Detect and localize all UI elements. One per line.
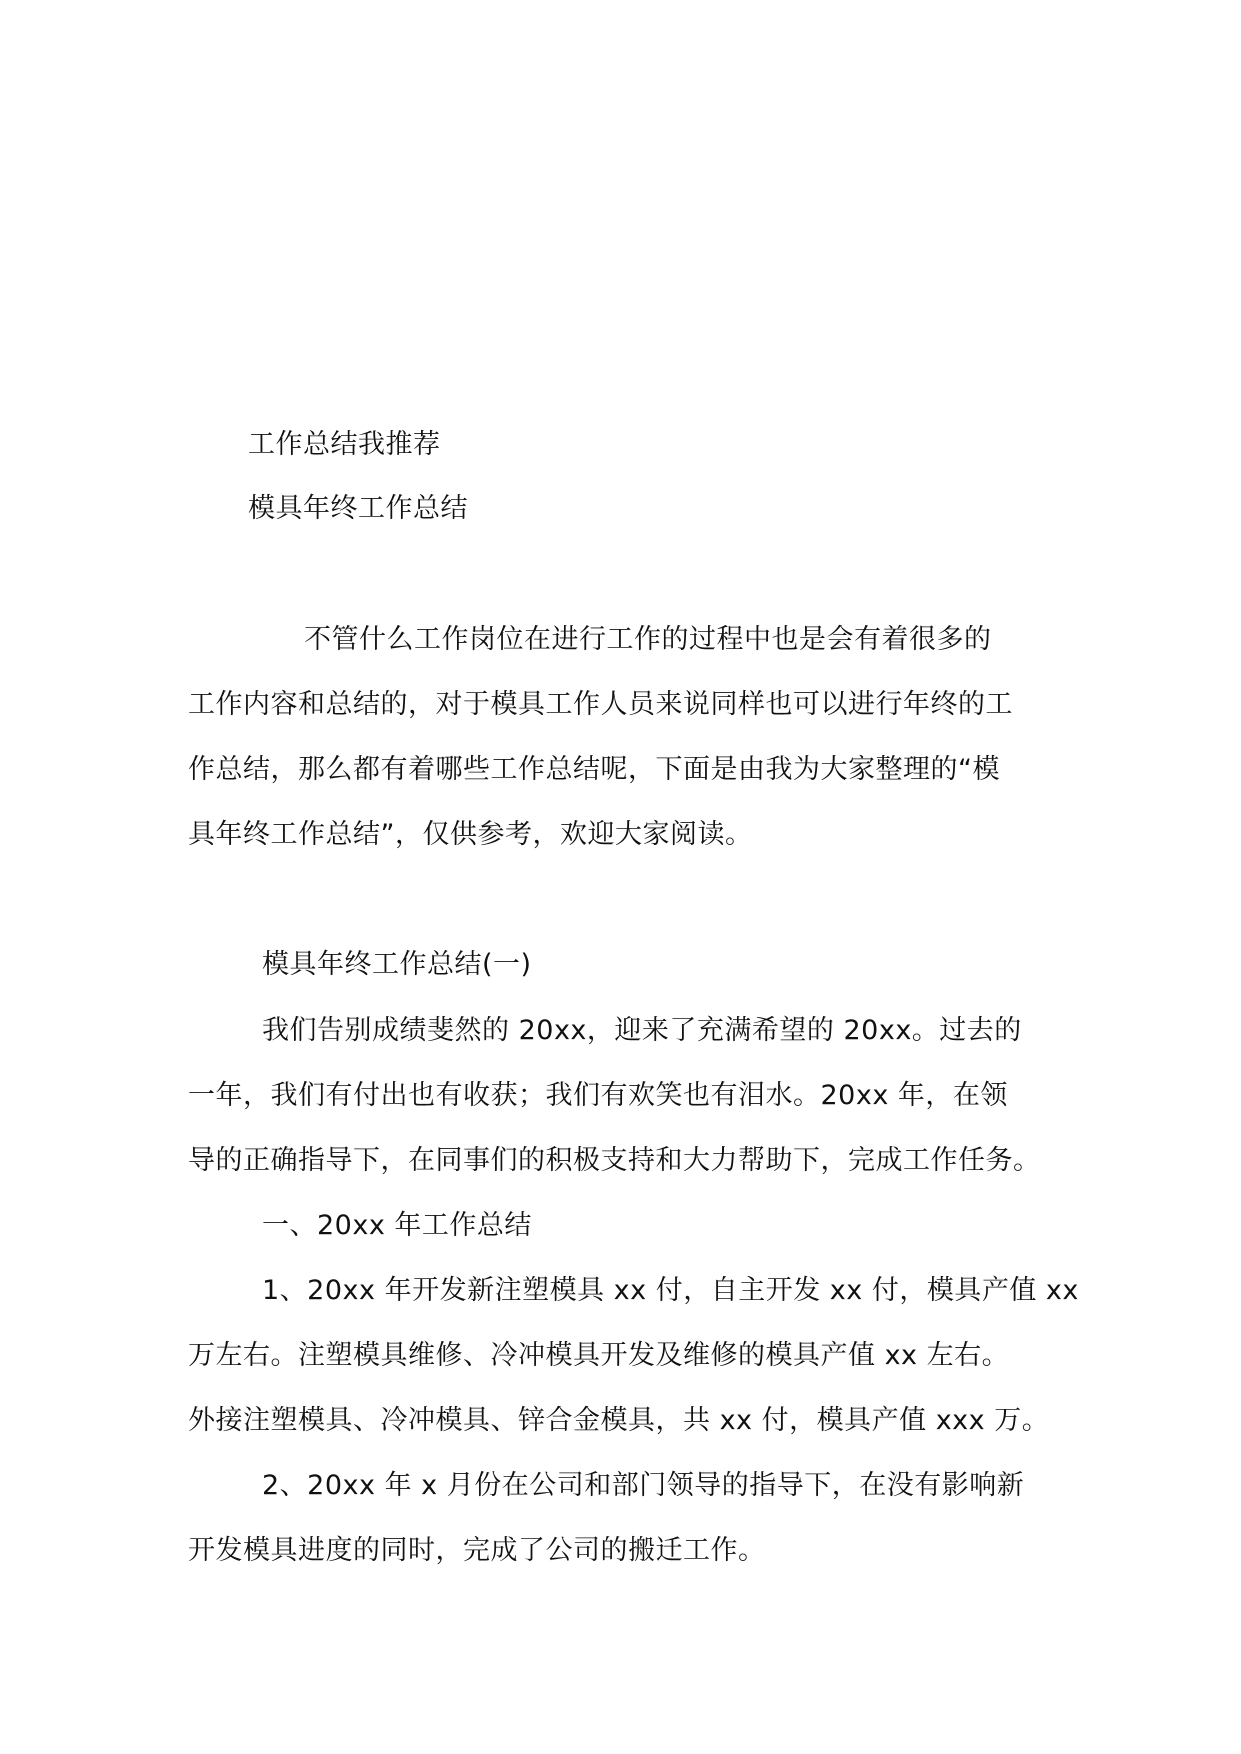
item2-line-1: 2、20xx 年 x 月份在公司和部门领导的指导下，在没有影响新 bbox=[262, 1470, 1025, 1501]
item1-line-3: 外接注塑模具、冷冲模具、锌合金模具，共 xx 付，模具产值 xxx 万。 bbox=[188, 1405, 1050, 1436]
item1-line-2: 万左右。注塑模具维修、冷冲模具开发及维修的模具产值 xx 左右。 bbox=[188, 1340, 1010, 1371]
intro-line-3: 作总结，那么都有着哪些工作总结呢，下面是由我为大家整理的“模 bbox=[188, 754, 1000, 785]
item1-line-1: 1、20xx 年开发新注塑模具 xx 付，自主开发 xx 付，模具产值 xx bbox=[262, 1275, 1079, 1306]
paragraph-line-1: 我们告别成绩斐然的 20xx，迎来了充满希望的 20xx。过去的 bbox=[262, 1015, 1022, 1046]
document-title: 模具年终工作总结 bbox=[248, 493, 468, 524]
item2-line-2: 开发模具进度的同时，完成了公司的搬迁工作。 bbox=[188, 1535, 766, 1566]
header-tagline: 工作总结我推荐 bbox=[248, 429, 441, 460]
subheading: 一、20xx 年工作总结 bbox=[262, 1210, 532, 1241]
section-heading: 模具年终工作总结(一) bbox=[262, 949, 532, 980]
paragraph-line-3: 导的正确指导下，在同事们的积极支持和大力帮助下，完成工作任务。 bbox=[188, 1145, 1041, 1176]
intro-line-4: 具年终工作总结”，仅供参考，欢迎大家阅读。 bbox=[188, 819, 753, 850]
intro-line-1: 不管什么工作岗位在进行工作的过程中也是会有着很多的 bbox=[304, 624, 992, 655]
paragraph-line-2: 一年，我们有付出也有收获；我们有欢笑也有泪水。20xx 年，在领 bbox=[188, 1080, 1008, 1111]
intro-line-2: 工作内容和总结的，对于模具工作人员来说同样也可以进行年终的工 bbox=[188, 689, 1013, 720]
